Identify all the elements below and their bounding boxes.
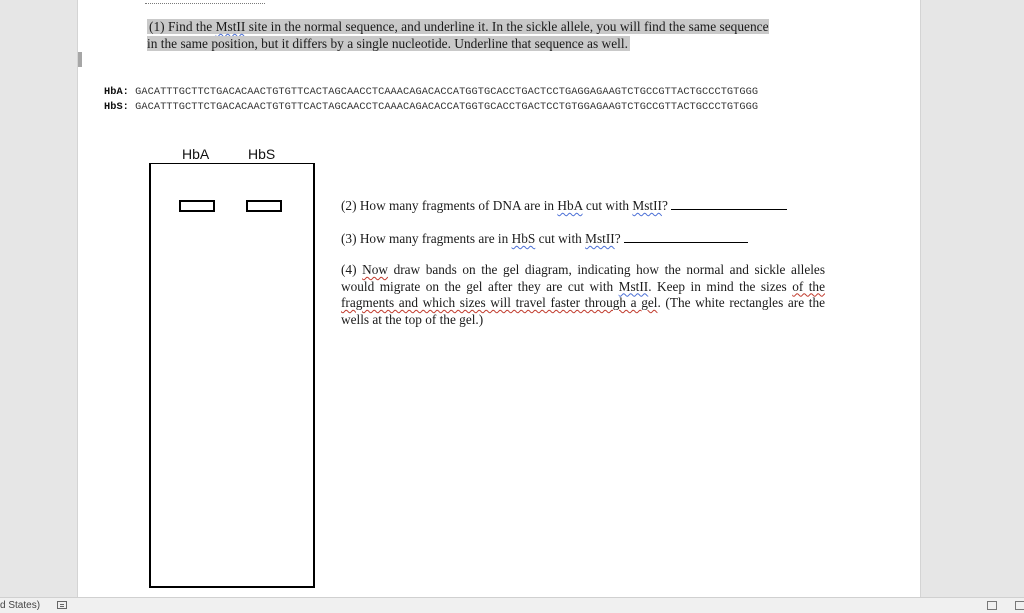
question-2-text: cut with bbox=[585, 198, 630, 213]
enzyme-name: MstII bbox=[618, 278, 649, 294]
left-margin-area bbox=[0, 0, 78, 597]
print-layout-icon[interactable] bbox=[1015, 601, 1024, 610]
question-4[interactable] bbox=[341, 262, 825, 328]
sequence-label: HbA: bbox=[104, 86, 129, 98]
right-margin-area bbox=[920, 0, 1024, 597]
question-3-text: cut with bbox=[538, 231, 582, 246]
sequence-text: GACATTTGCTTCTGACACAACTGTGTTCACTAGCAACCTCAAACAGACACCATGGTGCACCTGACTCCTGTGGAGAAGTCTGCCGTTACTGCCCTGTGGG bbox=[135, 101, 759, 113]
question-1-text-b: site in the normal sequence, and underline it. In the sickle allele, you will find the same sequence in the same position, but it differs by a single nucleotide. Underline that sequence as well. bbox=[147, 19, 769, 51]
question-4-text: . (The white rectangles are the wells at the top of the gel.) bbox=[341, 295, 826, 327]
question-mark: ? bbox=[661, 198, 668, 213]
question-4-number: (4) bbox=[341, 262, 357, 277]
previous-line-fragment bbox=[145, 0, 265, 4]
read-mode-icon[interactable] bbox=[987, 601, 997, 610]
macro-record-icon[interactable] bbox=[57, 601, 67, 609]
question-3[interactable] bbox=[341, 230, 748, 247]
question-4-text: draw bands on the gel diagram, indicating how the normal and sickle alleles would migrate on the gel after they are cut with bbox=[341, 262, 826, 294]
question-4-text: . Keep in mind the sizes bbox=[648, 278, 787, 294]
sequence-row-hbs bbox=[104, 101, 758, 113]
paragraph-marker bbox=[78, 52, 82, 67]
question-2-text: (2) How many fragments of DNA are in bbox=[341, 198, 555, 213]
language-status[interactable]: d States) bbox=[0, 600, 41, 611]
question-3-text: (3) How many fragments are in bbox=[341, 231, 509, 246]
allele-name: HbS bbox=[511, 231, 536, 246]
status-bar bbox=[0, 597, 1024, 613]
answer-blank[interactable] bbox=[624, 230, 748, 243]
question-2[interactable] bbox=[341, 197, 787, 214]
allele-name: HbA bbox=[557, 198, 583, 213]
enzyme-name: MstII bbox=[585, 231, 615, 246]
question-1-highlight bbox=[147, 19, 769, 51]
question-mark: ? bbox=[614, 231, 621, 246]
enzyme-name: MstII bbox=[215, 19, 246, 34]
sequence-label: HbS: bbox=[104, 101, 129, 113]
gel-lane-label-hba: HbA bbox=[182, 146, 210, 162]
gel-well-hba bbox=[179, 200, 215, 212]
sequence-row-hba bbox=[104, 86, 758, 98]
question-4-text: Now bbox=[362, 262, 388, 277]
sequence-text: GACATTTGCTTCTGACACAACTGTGTTCACTAGCAACCTCAAACAGACACCATGGTGCACCTGACTCCTGAGGAGAAGTCTGCCGTTACTGCCCTGTGGG bbox=[135, 86, 759, 98]
gel-well-hbs bbox=[246, 200, 282, 212]
question-1-text-a: (1) Find the bbox=[149, 19, 213, 34]
question-1[interactable] bbox=[147, 18, 777, 52]
answer-blank[interactable] bbox=[671, 197, 787, 210]
gel-lane-label-hbs: HbS bbox=[248, 146, 276, 162]
enzyme-name: MstII bbox=[632, 198, 662, 213]
question-4-flagged-text: of the fragments and which sizes will travel faster through a gel bbox=[341, 278, 825, 310]
gel-diagram bbox=[149, 163, 315, 588]
